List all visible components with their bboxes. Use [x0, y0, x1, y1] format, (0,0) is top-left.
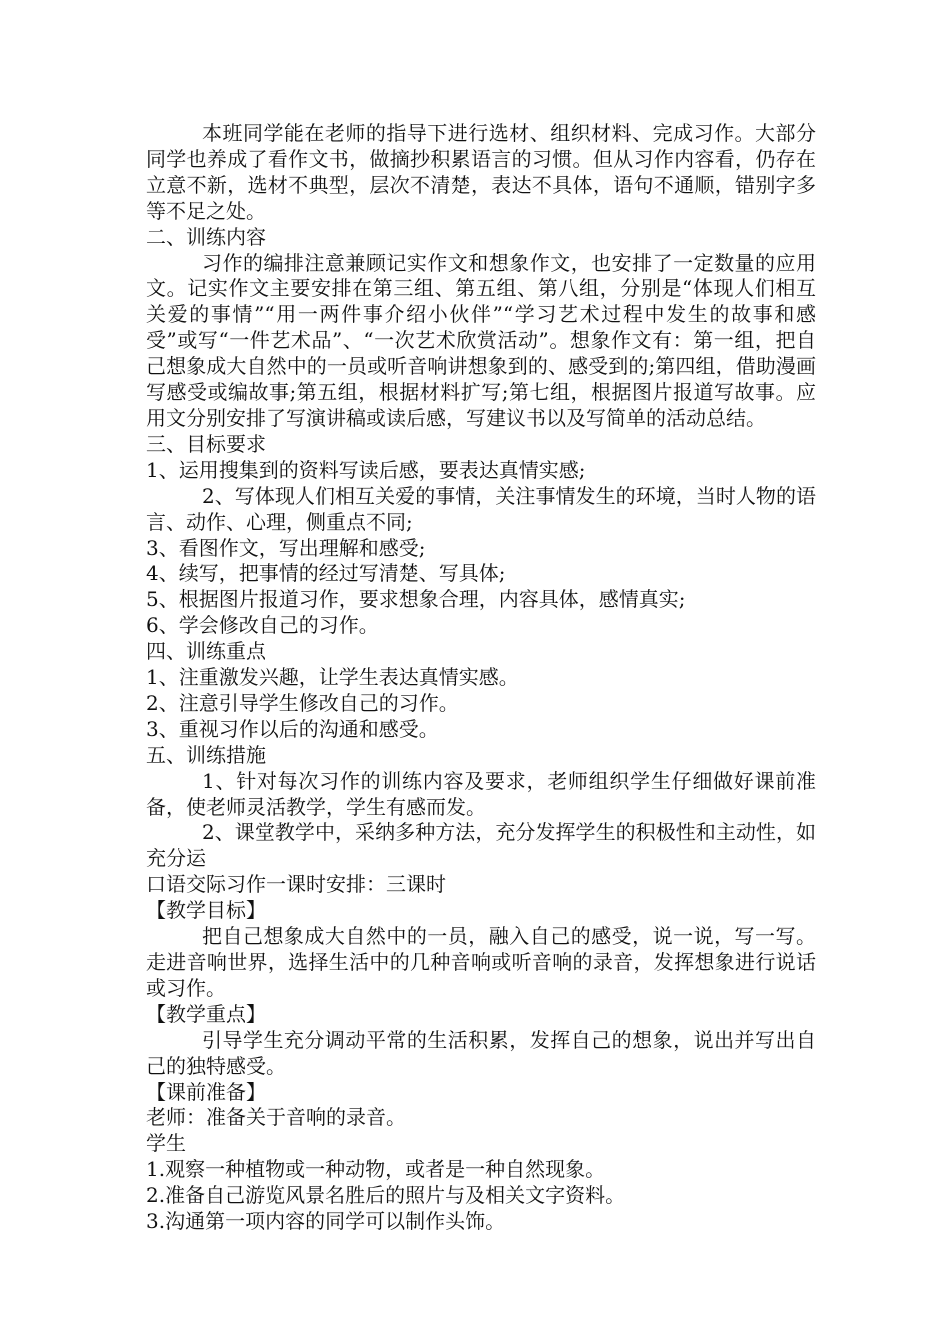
section-line: 3、重视习作以后的沟通和感受。	[146, 716, 439, 741]
body-paragraph: 2、写体现人们相互关爱的事情，关注事情发生的环境，当时人物的语言、动作、心理，侧重点不同;	[146, 483, 816, 534]
section-line: 5、根据图片报道习作，要求想象合理，内容具体，感情真实;	[146, 587, 686, 612]
section-line: 二、训练内容	[146, 224, 266, 249]
section-line: 【教学重点】	[146, 1001, 266, 1026]
body-paragraph: 本班同学能在老师的指导下进行选材、组织材料、完成习作。大部分同学也养成了看作文书，做摘抄积累语言的习惯。但从习作内容看，仍存在立意不新，选材不典型，层次不清楚，表达不具体，语句不通顺，错别字多等不足之处。	[146, 121, 816, 223]
document-body	[146, 121, 816, 1235]
section-line: 1、注重激发兴趣，让学生表达真情实感。	[146, 665, 519, 690]
body-paragraph: 把自己想象成大自然中的一员，融入自己的感受，说一说，写一写。走进音响世界，选择生活中的几种音响或听音响的录音，发挥想象进行说话或习作。	[146, 924, 816, 1000]
section-line: 1、运用搜集到的资料写读后感，要表达真情实感;	[146, 457, 586, 482]
section-line: 学生	[146, 1131, 186, 1156]
body-paragraph: 习作的编排注意兼顾记实作文和想象作文，也安排了一定数量的应用文。记实作文主要安排在第三组、第五组、第八组，分别是“体现人们相互关爱的事情”“用一两件事介绍小伙伴”“学习艺术过程中发生的故事和感受”或写“一件艺术品”、“一次艺术欣赏活动”。想象作文有：第一组，把自己想象成大自然中的一员或听音响讲想象到的、感受到的;第四组，借助漫画写感受或编故事;第五组，根据材料扩写;第七组，根据图片报道写故事。应用文分别安排了写演讲稿或读后感，写建议书以及写简单的活动总结。	[146, 250, 816, 430]
body-paragraph: 2、课堂教学中，采纳多种方法，充分发挥学生的积极性和主动性，如充分运	[146, 820, 816, 871]
section-line: 【教学目标】	[146, 898, 266, 923]
section-line: 口语交际习作一课时安排：三课时	[146, 872, 446, 897]
body-paragraph: 引导学生充分调动平常的生活积累，发挥自己的想象，说出并写出自己的独特感受。	[146, 1027, 816, 1078]
section-line: 6、学会修改自己的习作。	[146, 613, 379, 638]
section-line: 4、续写，把事情的经过写清楚、写具体;	[146, 561, 506, 586]
section-line: 3.沟通第一项内容的同学可以制作头饰。	[146, 1209, 506, 1234]
section-line: 3、看图作文，写出理解和感受;	[146, 535, 426, 560]
section-line: 【课前准备】	[146, 1079, 266, 1104]
section-line: 五、训练措施	[146, 742, 266, 767]
section-line: 三、目标要求	[146, 431, 266, 456]
body-paragraph: 1、针对每次习作的训练内容及要求，老师组织学生仔细做好课前准备，使老师灵活教学，学生有感而发。	[146, 768, 816, 819]
section-line: 2、注意引导学生修改自己的习作。	[146, 690, 459, 715]
section-line: 老师：准备关于音响的录音。	[146, 1105, 406, 1130]
section-line: 1.观察一种植物或一种动物，或者是一种自然现象。	[146, 1157, 606, 1182]
section-line: 2.准备自己游览风景名胜后的照片与及相关文字资料。	[146, 1183, 626, 1208]
section-line: 四、训练重点	[146, 639, 266, 664]
